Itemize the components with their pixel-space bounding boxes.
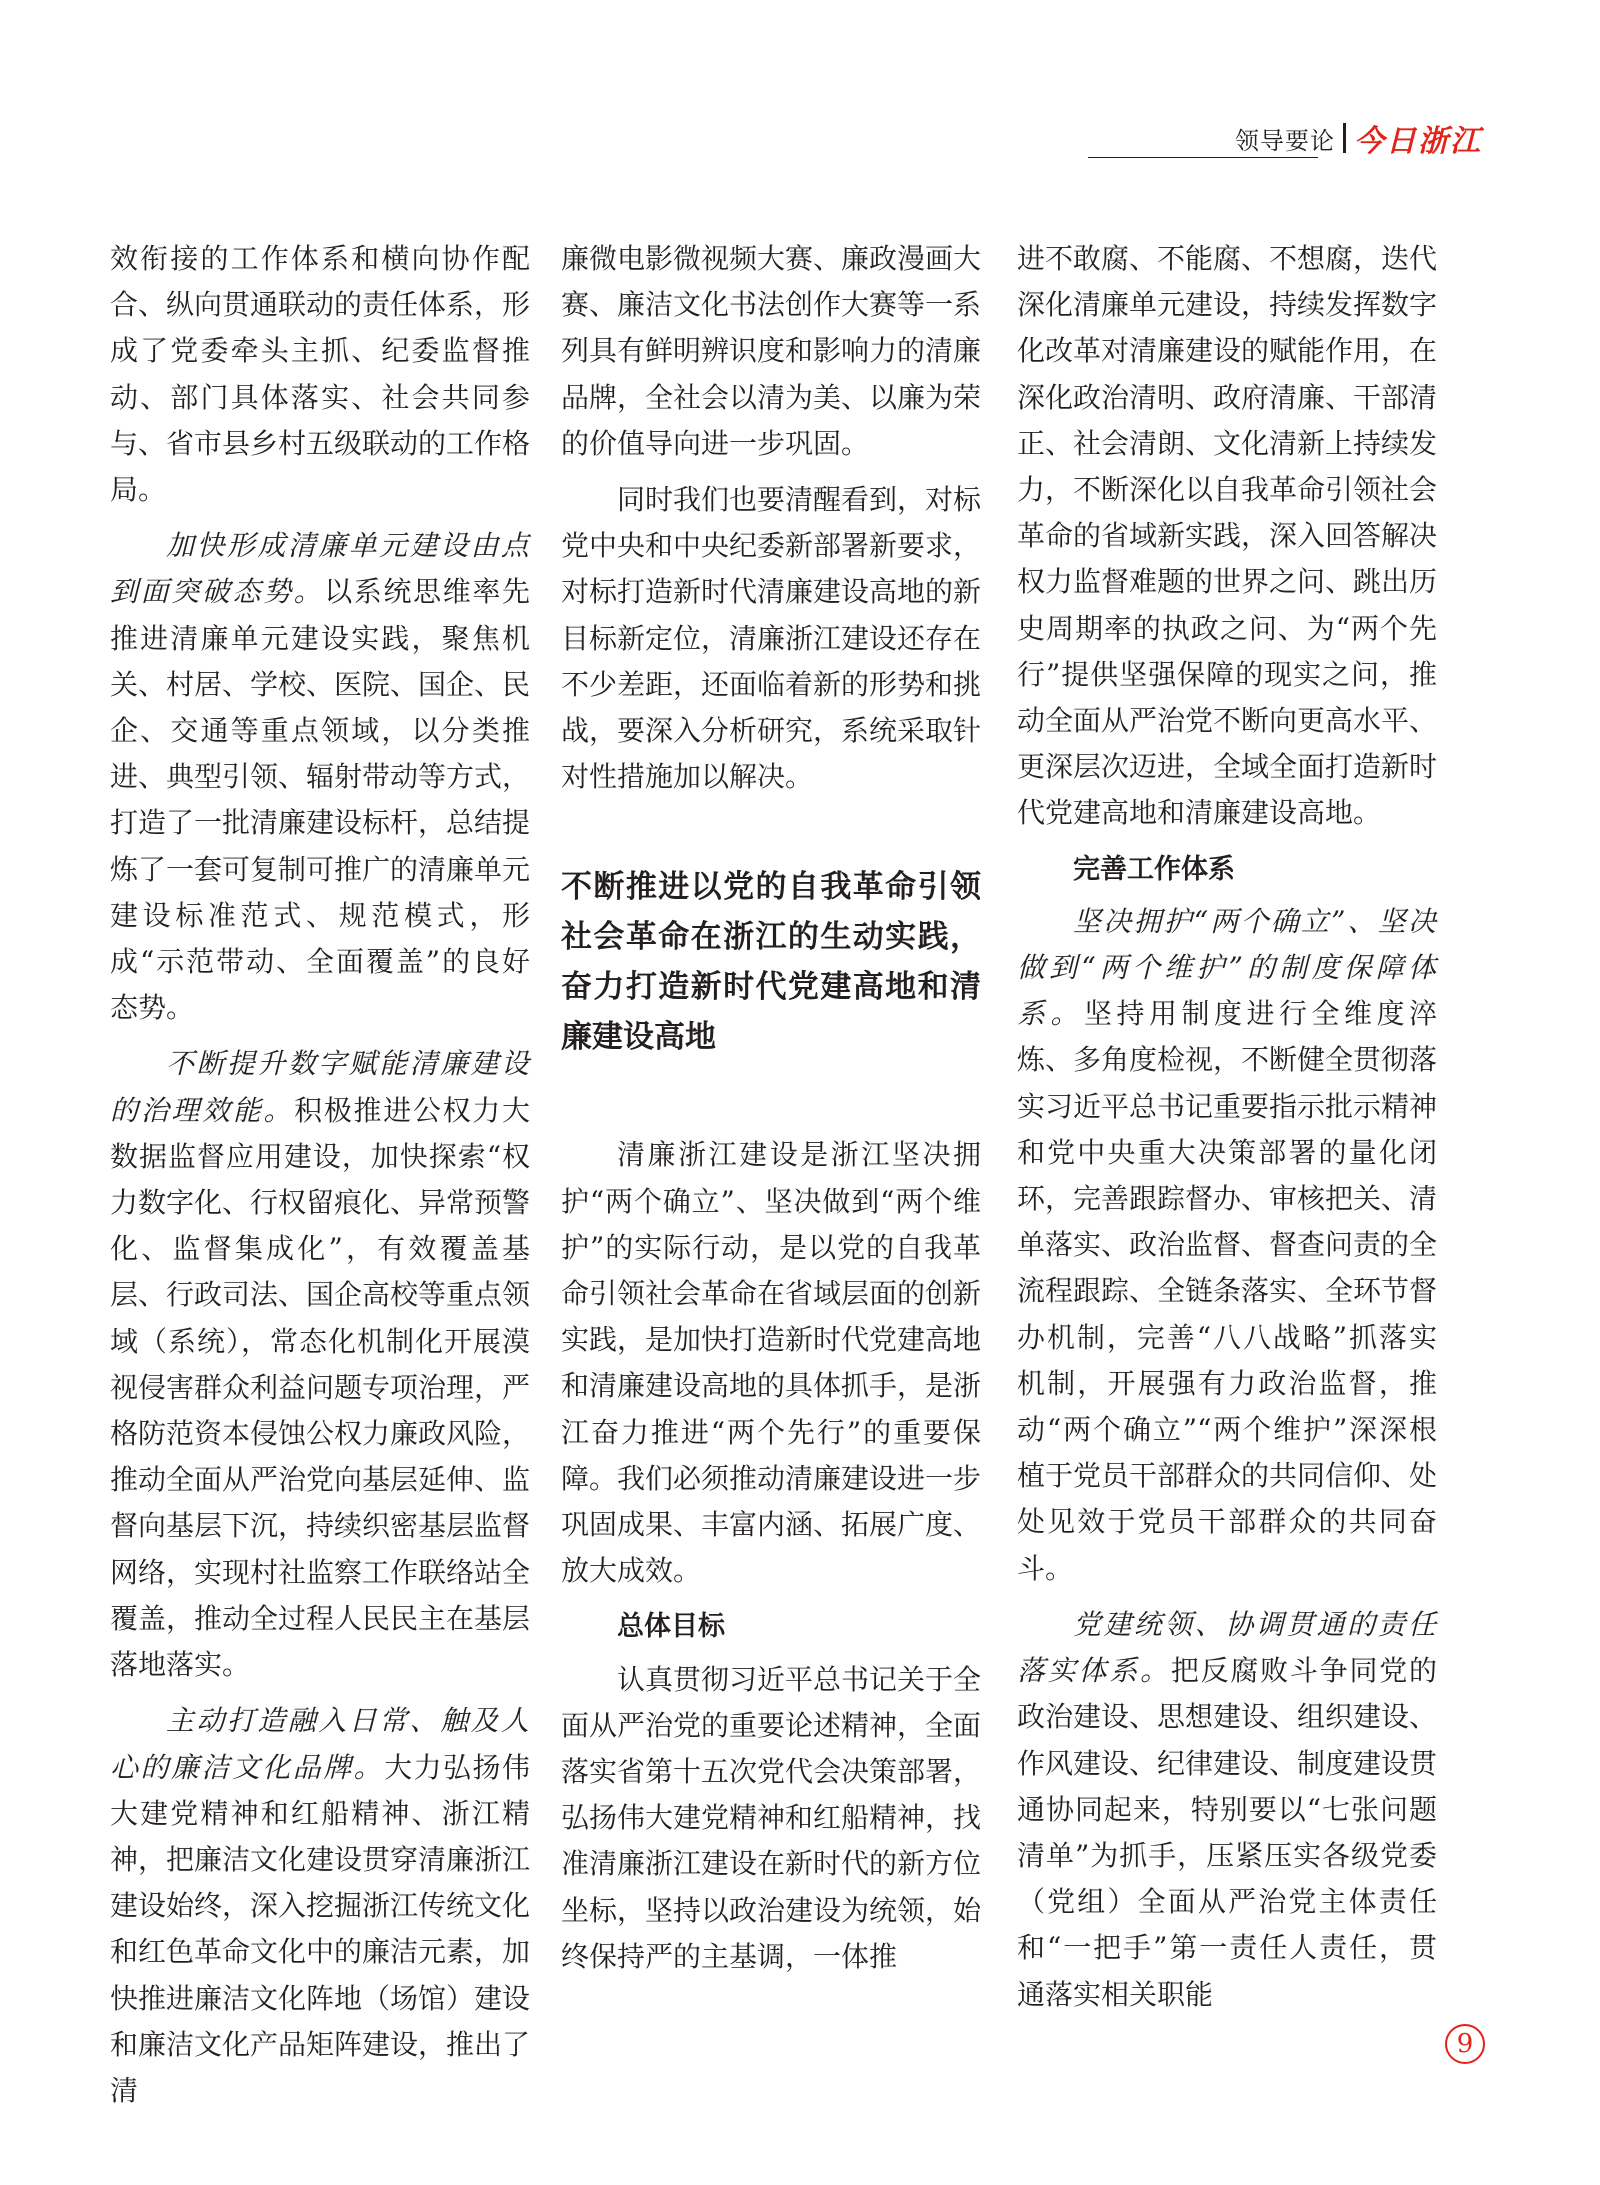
paragraph-lead: 不断提升数字赋能清廉建设的治理效能。	[110, 1047, 530, 1127]
paragraph-lead: 坚决拥护“两个确立”、坚决做到“两个维护”的制度保障体系。	[1017, 904, 1437, 1031]
subheading: 完善工作体系	[1073, 853, 1235, 885]
subheading: 总体目标	[617, 1611, 725, 1643]
paragraph-body: 以系统思维率先推进清廉单元建设实践，聚焦机关、村居、学校、医院、国企、民企、交通等重点领域，以分类推进、典型引领、辐射带动等方式，打造了一批清廉建设标杆，总结提炼了一套可复制可推广的清廉单元建设标准范式、规范模式，形成“示范带动、全面覆盖”的良好态势。	[110, 575, 531, 1025]
page-header	[1235, 118, 1482, 158]
page-number: 9	[1445, 2024, 1485, 2064]
paragraph-body: 大力弘扬伟大建党精神和红船精神、浙江精神，把廉洁文化建设贯穿清廉浙江建设始终，深入挖掘浙江传统文化和红色革命文化中的廉洁元素，加快推进廉洁文化阵地（场馆）建设和廉洁文化产品矩阵建设，推出了清	[110, 1750, 531, 2107]
paragraph-body: 把反腐败斗争同党的政治建设、思想建设、组织建设、作风建设、纪律建设、制度建设贯通协同起来，特别要以“七张问题清单”为抓手，压紧压实各级党委（党组）全面从严治党主体责任和“一把手”第一责任人责任，贯通落实相关职能	[1017, 1654, 1438, 2011]
paragraph-lead: 党建统领、协调贯通的责任落实体系。	[1017, 1607, 1437, 1688]
header-divider	[1343, 123, 1346, 153]
magazine-logo: 今日浙江	[1354, 124, 1482, 159]
paragraph	[110, 1698, 530, 2114]
paragraph-lead: 主动打造融入日常、触及人心的廉洁文化品牌。	[110, 1704, 530, 1784]
column-3	[1017, 236, 1437, 2028]
column-1	[110, 236, 530, 2124]
paragraph-body: 积极推进公权力大数据监督应用建设，加快探索“权力数字化、行权留痕化、异常预警化、监督集成化”，有效覆盖基层、行政司法、国企高校等重点领域（系统），常态化机制化开展漠视侵害群众利益问题专项治理，严格防范资本侵蚀公权力廉政风险，推动全面从严治党向基层延伸、监督向基层下沉，持续织密基层监督网络，实现村社监察工作联络站全覆盖，推动全过程人民民主在基层落地落实。	[110, 1093, 531, 1682]
paragraph: 进不敢腐、不能腐、不想腐，迭代深化清廉单元建设，持续发挥数字化改革对清廉建设的赋能作用，在深化政治清明、政府清廉、干部清正、社会清朗、文化清新上持续发力，不断深化以自我革命引领社会革命的省域新实践，深入回答解决权力监督难题的世界之问、跳出历史周期率的执政之问、为“两个先行”提供坚强保障的现实之问，推动全面从严治党不断向更高水平、更深层次迈进，全域全面打造新时代党建高地和清廉建设高地。	[1017, 242, 1438, 830]
paragraph: 认真贯彻习近平总书记关于全面从严治党的重要论述精神，全面落实省第十五次党代会决策部署，弘扬伟大建党精神和红船精神，找准清廉浙江建设在新时代的新方位坐标，坚持以政治建设为统领，始终保持严的主基调，一体推	[561, 1662, 982, 1973]
column-2	[561, 236, 981, 1990]
section-title: 不断推进以党的自我革命引领社会革命在浙江的生动实践，奋力打造新时代党建高地和清廉建设高地	[561, 869, 981, 1056]
section-label: 领导要论	[1235, 126, 1335, 155]
paragraph: 效衔接的工作体系和横向协作配合、纵向贯通联动的责任体系，形成了党委牵头主抓、纪委监督推动、部门具体落实、社会共同参与、省市县乡村五级联动的工作格局。	[110, 242, 531, 507]
paragraph: 廉微电影微视频大赛、廉政漫画大赛、廉洁文化书法创作大赛等一系列具有鲜明辨识度和影响力的清廉品牌，全社会以清为美、以廉为荣的价值导向进一步巩固。	[561, 242, 982, 460]
paragraph	[110, 523, 530, 1031]
paragraph: 清廉浙江建设是浙江坚决拥护“两个确立”、坚决做到“两个维护”的实际行动，是以党的自我革命引领社会革命在省域层面的创新实践，是加快打造新时代党建高地和清廉建设高地的具体抓手，是浙江奋力推进“两个先行”的重要保障。我们必须推动清廉建设进一步巩固成果、丰富内涵、拓展广度、放大成效。	[561, 1138, 982, 1588]
paragraph-body: 坚持用制度进行全维度淬炼、多角度检视，不断健全贯彻落实习近平总书记重要指示批示精神和党中央重大决策部署的量化闭环，完善跟踪督办、审核把关、清单落实、政治监督、督查问责的全流程跟踪、全链条落实、全环节督办机制，完善“八八战略”抓落实机制，开展强有力政治监督，推动“两个确立”“两个维护”深深根植于党员干部群众的共同信仰、处处见效于党员干部群众的共同奋斗。	[1017, 997, 1438, 1585]
paragraph	[1017, 899, 1437, 1592]
paragraph	[1017, 1602, 1437, 2018]
paragraph	[110, 1041, 530, 1688]
paragraph: 同时我们也要清醒看到，对标党中央和中央纪委新部署新要求，对标打造新时代清廉建设高地的新目标新定位，清廉浙江建设还存在不少差距，还面临着新的形势和挑战，要深入分析研究，系统采取针对性措施加以解决。	[561, 483, 982, 794]
header-rule	[1088, 157, 1318, 158]
paragraph-lead: 加快形成清廉单元建设由点到面突破态势。	[110, 529, 530, 609]
